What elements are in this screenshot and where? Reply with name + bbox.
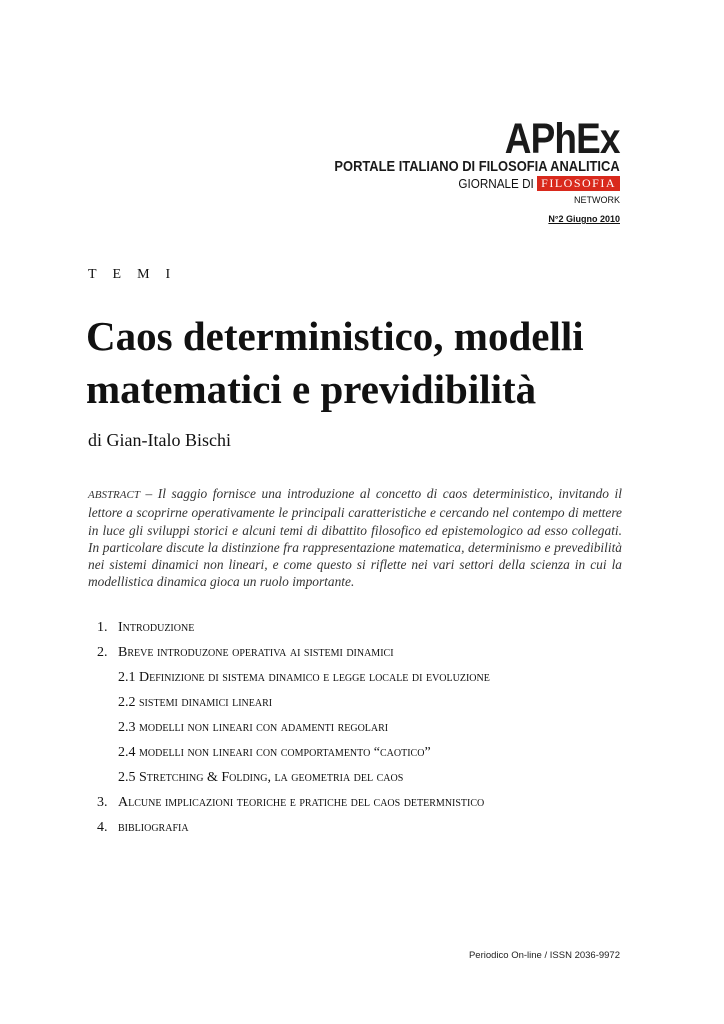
toc-subitem[interactable]: 2.1 Definizione di sistema dinamico e legge locale di evoluzione: [118, 670, 490, 685]
toc-item[interactable]: 1. Introduzione: [97, 620, 195, 635]
journal-logo: APhEx: [505, 115, 620, 163]
abstract: [88, 485, 622, 591]
abstract-text: – Il saggio fornisce una introduzione al concetto di caos deterministico, invitando il lettore a scoprirne operativamente le principali caratteristiche e cercando nel contempo di mettere in luce gli sviluppi storici e alcuni temi di dibattito filosofico ed epistemologico ad esso collegati. In particolare discute la distinzione fra rappresentazione matematica, determinismo e prevedibilità nei sistemi dinamici non lineari, e come questo si riflette nei vari settori della scienza in cui la modellistica dinamica gioca un ruolo importante.: [88, 486, 622, 590]
journal-network-line: [288, 176, 620, 192]
filosofia-brand-logo: FILOSOFIA: [537, 176, 620, 191]
toc-subitem[interactable]: 2.5 Stretching & Folding, la geometria del caos: [118, 770, 404, 785]
abstract-label: ABSTRACT: [88, 489, 140, 501]
article-author: di Gian-Italo Bischi: [88, 430, 231, 450]
journal-masthead: [288, 115, 620, 225]
toc-item[interactable]: 2. Breve introduzone operativa ai sistemi dinamici: [97, 645, 394, 660]
toc-item[interactable]: 4. bibliografia: [97, 820, 189, 835]
toc-subitem[interactable]: 2.2 sistemi dinamici lineari: [118, 695, 273, 710]
toc-item[interactable]: 3. Alcune implicazioni teoriche e pratiche del caos determnistico: [97, 795, 485, 810]
giornale-prefix: GIORNALE DI: [458, 176, 535, 191]
issue-number: N°2 Giugno 2010: [548, 214, 620, 224]
toc-subitem[interactable]: 2.3 modelli non lineari con adamenti regolari: [118, 720, 389, 735]
page-footer: Periodico On-line / ISSN 2036-9972: [468, 950, 620, 961]
portal-subtitle: PORTALE ITALIANO DI FILOSOFIA ANALITICA: [334, 158, 620, 175]
section-label: TEMI: [88, 267, 187, 282]
network-label: NETWORK: [574, 195, 620, 205]
article-title: Caos deterministico, modelli matematici e previdibilità: [86, 313, 584, 412]
toc-subitem[interactable]: 2.4 modelli non lineari con comportamento “caotico”: [118, 745, 431, 760]
